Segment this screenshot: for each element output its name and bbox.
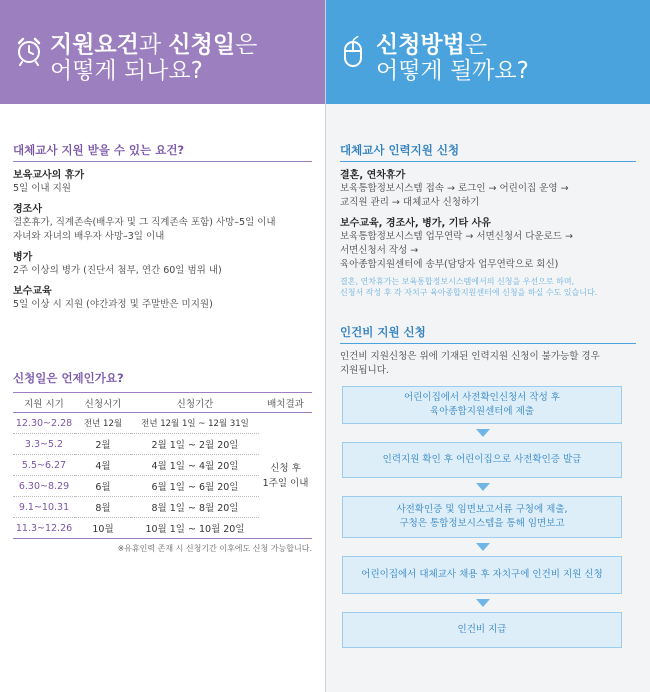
down-arrow-icon — [476, 483, 490, 491]
apply-time: 4월 — [75, 455, 131, 476]
flow-step-text: 육아종합지원센터에 제출 — [430, 406, 534, 417]
procedure-body: 서면신청서 작성 → — [340, 245, 419, 256]
procedure-item — [340, 169, 636, 210]
apply-range: 4월 1일 ~ 4월 20일 — [131, 455, 259, 476]
left-hero-title: 지원요건과 신청일은 — [50, 32, 258, 58]
schedule-table — [13, 392, 312, 539]
support-period: 12.30~2.28 — [13, 413, 75, 434]
labor-flowchart — [340, 386, 636, 648]
flow-step — [342, 386, 622, 424]
alarm-clock-icon — [14, 36, 44, 70]
apply-time: 6월 — [75, 476, 131, 497]
labor-section — [340, 324, 636, 648]
left-hero-subtitle: 어떻게 되나요? — [50, 58, 203, 84]
labor-intro: 인건비 지원신청은 위에 기재된 인력지원 신청이 불가능할 경우 지원됩니다. — [340, 351, 600, 376]
placement-result — [259, 413, 312, 539]
apply-time: 10월 — [75, 518, 131, 539]
down-arrow-icon — [476, 429, 490, 437]
apply-range: 6월 1일 ~ 6월 20일 — [131, 476, 259, 497]
apply-range: 전년 12월 1일 ~ 12월 31일 — [131, 413, 259, 434]
schedule-title: 신청일은 언제인가요? — [13, 371, 124, 385]
down-arrow-icon — [476, 599, 490, 607]
requirement-heading: 보육교사의 휴가 — [13, 170, 85, 181]
flow-step — [342, 442, 622, 478]
col-header: 신청기간 — [131, 393, 259, 413]
requirement-heading: 병가 — [13, 252, 33, 263]
apply-range: 10월 1일 ~ 10월 20일 — [131, 518, 259, 539]
down-arrow-icon — [476, 543, 490, 551]
requirement-body: 2주 이상의 병가 (진단서 첨부, 연간 60일 범위 내) — [13, 265, 222, 276]
schedule-footnote: ※유휴인력 존재 시 신청기간 이후에도 신청 가능합니다. — [117, 544, 312, 553]
col-header: 신청시기 — [75, 393, 131, 413]
procedure-body: 보육통합정보시스템 업무연락 → 서면신청서 다운로드 → — [340, 231, 573, 242]
schedule-section — [13, 370, 312, 554]
right-hero-title: 신청방법은 — [376, 32, 488, 58]
flow-step — [342, 556, 622, 594]
flow-step — [342, 496, 622, 538]
requirement-body: 자녀와 자녀의 배우자 사망–3일 이내 — [13, 231, 165, 242]
procedure-body: 교직원 관리 → 대체교사 신청하기 — [340, 197, 480, 208]
requirement-item — [13, 169, 312, 196]
flow-step-text: 사전확인증 및 임면보고서류 구청에 제출, — [396, 504, 568, 515]
placement-result-line: 1주일 이내 — [262, 477, 309, 489]
requirement-item — [13, 251, 312, 278]
requirement-item — [13, 285, 312, 312]
right-column — [326, 0, 650, 692]
procedure-item — [340, 217, 636, 272]
procedure-body: 육아종합지원센터에 송부(담당자 업무연락으로 회신) — [340, 259, 559, 270]
right-hero-banner — [326, 0, 650, 104]
support-period: 5.5~6.27 — [13, 455, 75, 476]
right-hero-subtitle: 어떻게 될까요? — [376, 58, 529, 84]
requirement-heading: 보수교육 — [13, 286, 52, 297]
support-period: 9.1~10.31 — [13, 497, 75, 518]
apply-time: 전년 12월 — [75, 413, 131, 434]
flow-step-text: 어린이집에서 대체교사 채용 후 자치구에 인건비 지원 신청 — [361, 569, 603, 580]
apply-range: 2월 1일 ~ 2월 20일 — [131, 434, 259, 455]
requirements-title: 대체교사 지원 받을 수 있는 요건? — [13, 142, 312, 162]
mouse-icon — [340, 36, 366, 72]
col-header: 지원 시기 — [13, 393, 75, 413]
col-header: 배치결과 — [259, 393, 312, 413]
substitute-note: 결혼, 연차휴가는 보육통합정보시스템에서의 신청을 우선으로 하며, 신청서 작성 후 각 자치구 육아종합지원센터에 신청을 하실 수도 있습니다. — [340, 277, 598, 297]
requirement-heading: 경조사 — [13, 204, 42, 215]
flow-step-text: 인력지원 확인 후 어린이집으로 사전확인증 발급 — [382, 454, 582, 465]
labor-title: 인건비 지원 신청 — [340, 324, 636, 344]
support-period: 3.3~5.2 — [13, 434, 75, 455]
procedure-heading: 결혼, 연차휴가 — [340, 170, 406, 181]
substitute-section — [340, 142, 636, 298]
apply-time: 2월 — [75, 434, 131, 455]
support-period: 11.3~12.26 — [13, 518, 75, 539]
substitute-title: 대체교사 인력지원 신청 — [340, 142, 636, 162]
left-hero-banner — [0, 0, 325, 104]
flow-step-text: 구청은 통합정보시스템을 통해 임면보고 — [399, 518, 565, 529]
flow-step-text: 인건비 지급 — [457, 624, 507, 635]
flow-step-text: 어린이집에서 사전확인신청서 작성 후 — [404, 392, 560, 403]
requirements-section — [13, 142, 312, 312]
flow-step — [342, 612, 622, 648]
support-period: 6.30~8.29 — [13, 476, 75, 497]
requirement-body: 결혼휴가, 직계존속(배우자 및 그 직계존속 포함) 사망–5일 이내 — [13, 217, 276, 228]
table-row — [13, 413, 312, 434]
requirement-body: 5일 이상 시 지원 (야간과정 및 주말반은 미지원) — [13, 299, 213, 310]
requirement-body: 5일 이내 지원 — [13, 183, 71, 194]
apply-range: 8월 1일 ~ 8월 20일 — [131, 497, 259, 518]
apply-time: 8월 — [75, 497, 131, 518]
requirement-item — [13, 203, 312, 244]
procedure-body: 보육통합정보시스템 접속 → 로그인 → 어린이집 운영 → — [340, 183, 569, 194]
placement-result-line: 신청 후 — [270, 462, 301, 474]
procedure-heading: 보수교육, 경조사, 병가, 기타 사유 — [340, 218, 491, 229]
